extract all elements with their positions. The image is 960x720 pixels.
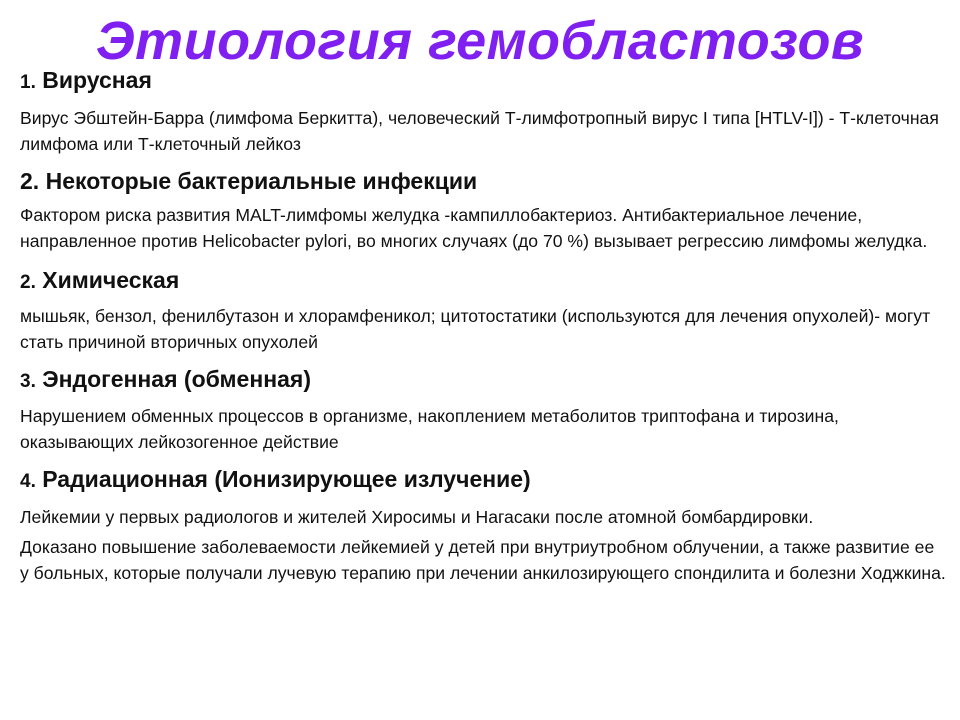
section-text-endogenous: Нарушением обменных процессов в организме, накоплением метаболитов триптофана и тирозина, оказывающих лейкозогенное действие (20, 406, 839, 452)
section-text-radiation-2: Доказано повышение заболеваемости лейкемией у детей при внутриутробном облучении, а также развитие ее у больных, которые получали лучевую терапию при лечении анкилозирующего спондилита и болезни Ходжкина. (20, 537, 946, 583)
section-heading-radiation (20, 465, 946, 496)
section-title: Некоторые бактериальные инфекции (45, 168, 478, 194)
section-number: 3. (20, 371, 36, 392)
section-text-bacterial: Фактором риска развития MALT-лимфомы желудка -кампиллобактериоз. Антибактериальное лечение, направленное против Helicobacter pylori, во многих случаях (до 70 %) вызывает регрессию лимфомы желудка. (20, 205, 928, 251)
section-heading-viral (20, 66, 946, 97)
slide-title: Этиология гемобластозов (95, 11, 865, 71)
section-text-chemical: мышьяк, бензол, фенилбутазон и хлорамфеникол; цитотостатики (используются для лечения опухолей)- могут стать причиной вторичных опухолей (20, 306, 931, 352)
section-title: Химическая (42, 267, 180, 293)
section-text-radiation-1: Лейкемии у первых радиологов и жителей Хиросимы и Нагасаки после атомной бомбардировки. (20, 507, 814, 527)
section-number: 4. (20, 471, 36, 492)
section-heading-endogenous (20, 365, 946, 396)
section-number: 2. (20, 272, 36, 293)
section-heading-bacterial (20, 167, 946, 195)
slide-content (20, 66, 946, 586)
section-heading-chemical (20, 266, 946, 297)
section-title: Радиационная (Ионизирующее излучение) (42, 466, 531, 492)
section-title: Вирусная (42, 67, 152, 93)
section-number: 1. (20, 72, 36, 93)
section-text-viral: Вирус Эбштейн-Барра (лимфома Беркитта), человеческий Т-лимфотропный вирус I типа [HTLV-I]) - Т-клеточная лимфома или Т-клеточный лейкоз (20, 108, 939, 154)
section-title: Эндогенная (обменная) (42, 366, 311, 392)
section-number: 2. (20, 168, 40, 194)
